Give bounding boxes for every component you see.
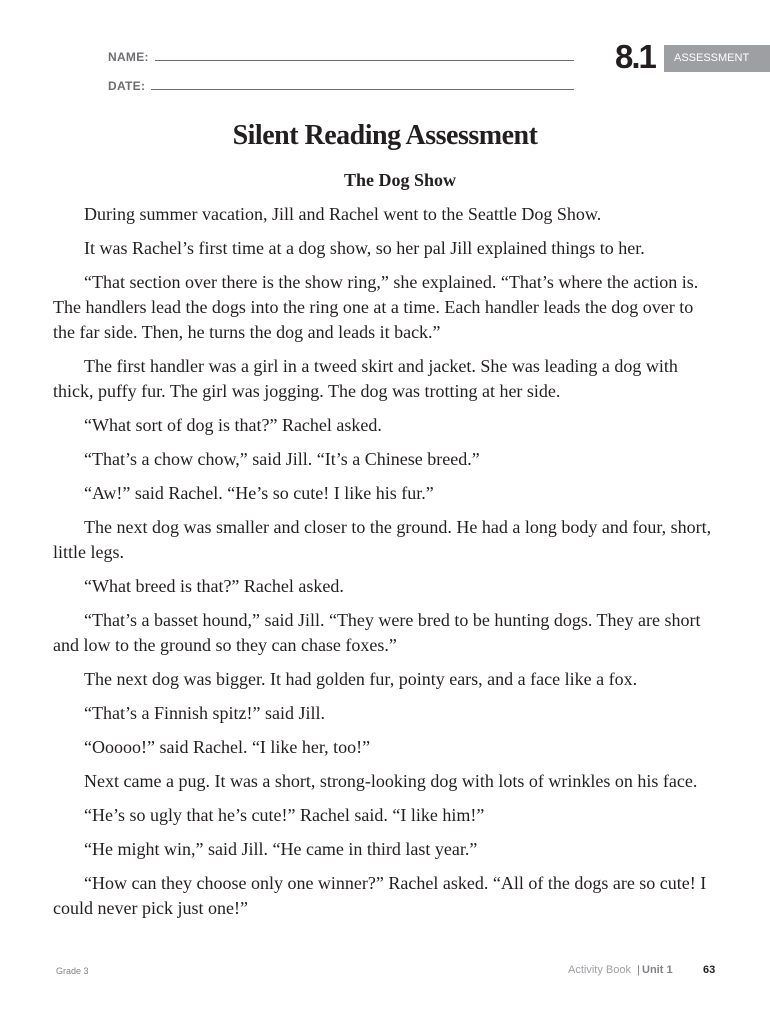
name-label: NAME: (108, 50, 149, 64)
paragraph: “He’s so ugly that he’s cute!” Rachel said. “I like him!” (84, 805, 485, 825)
footer-unit: Unit 1 (642, 964, 673, 976)
footer-separator: | (637, 964, 640, 976)
story-body (53, 202, 713, 930)
paragraph: “That section over there is the show ring,” she explained. “That’s where the action is. The handlers lead the dogs into the ring one at a time. Each handler leads the dog over to the far side. Then, he turns the dog and leads it back.” (53, 272, 699, 342)
date-field[interactable] (108, 79, 574, 93)
paragraph: “That’s a Finnish spitz!” said Jill. (84, 703, 325, 723)
paragraph: “Ooooo!” said Rachel. “I like her, too!” (84, 737, 371, 757)
paragraph: Next came a pug. It was a short, strong-looking dog with lots of wrinkles on his face. (84, 771, 698, 791)
footer-grade: Grade 3 (56, 966, 89, 976)
page-title: Silent Reading Assessment (232, 120, 538, 151)
paragraph: “Aw!” said Rachel. “He’s so cute! I like his fur.” (84, 483, 434, 503)
paragraph: The next dog was bigger. It had golden fur, pointy ears, and a face like a fox. (84, 669, 638, 689)
paragraph: “That’s a basset hound,” said Jill. “They were bred to be hunting dogs. They are short and low to the ground so they can chase foxes.” (53, 610, 701, 655)
name-field[interactable] (108, 50, 574, 64)
paragraph: The first handler was a girl in a tweed skirt and jacket. She was leading a dog with thick, puffy fur. The girl was jogging. The dog was trotting at her side. (53, 356, 678, 401)
paragraph: “What sort of dog is that?” Rachel asked. (84, 415, 382, 435)
paragraph: “That’s a chow chow,” said Jill. “It’s a Chinese breed.” (84, 449, 480, 469)
paragraph: “He might win,” said Jill. “He came in third last year.” (84, 839, 478, 859)
paragraph: “What breed is that?” Rachel asked. (84, 576, 344, 596)
page-number: 63 (703, 964, 716, 976)
story-title: The Dog Show (343, 170, 457, 190)
lesson-number: 8.1 (615, 38, 655, 75)
footer-book-title: Activity Book (568, 964, 631, 976)
date-label: DATE: (108, 79, 146, 93)
assessment-tag: ASSESSMENT (664, 45, 770, 72)
date-line[interactable] (151, 88, 574, 90)
paragraph: The next dog was smaller and closer to the ground. He had a long body and four, short, little legs. (53, 517, 712, 562)
paragraph: It was Rachel’s first time at a dog show, so her pal Jill explained things to her. (84, 238, 645, 258)
name-line[interactable] (155, 59, 574, 61)
paragraph: “How can they choose only one winner?” Rachel asked. “All of the dogs are so cute! I could never pick just one!” (53, 873, 707, 918)
paragraph: During summer vacation, Jill and Rachel went to the Seattle Dog Show. (84, 204, 602, 224)
